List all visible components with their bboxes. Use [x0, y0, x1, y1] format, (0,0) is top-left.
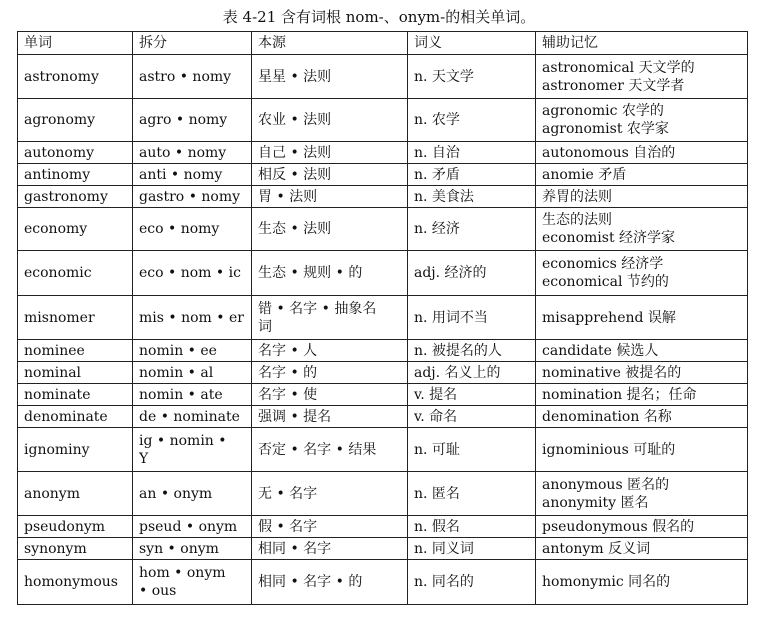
cell-line: 否定 • 名字 • 结果 [258, 441, 377, 458]
cell-split [133, 472, 252, 516]
cell-line: agronomist 农学家 [542, 121, 669, 137]
cell-line: ignominious 可耻的 [542, 441, 676, 458]
cell-memo [536, 99, 748, 142]
cell-line: 星星 • 法则 [258, 68, 332, 85]
cell-line: anti • nomy [139, 166, 223, 183]
cell-meaning: n. 美食法 [408, 186, 536, 208]
cell-line: nomination 提名；任命 [542, 386, 697, 403]
table-row [18, 296, 748, 340]
cell-meaning: n. 自治 [408, 142, 536, 164]
cell-meaning: v. 提名 [408, 384, 536, 406]
table-header-row [18, 32, 748, 55]
cell-meaning: n. 可耻 [408, 428, 536, 472]
cell-line: astronomer 天文学者 [542, 77, 685, 94]
table-row [18, 362, 748, 384]
cell-split [133, 428, 252, 472]
table-row [18, 251, 748, 296]
cell-word: agronomy [18, 99, 133, 142]
cell-origin [252, 516, 408, 538]
cell-word: gastronomy [18, 186, 133, 208]
cell-origin [252, 186, 408, 208]
cell-word: autonomy [18, 142, 133, 164]
table-row [18, 208, 748, 251]
table-row [18, 384, 748, 406]
cell-word: synonym [18, 538, 133, 560]
cell-split [133, 560, 252, 605]
cell-meaning: n. 被提名的人 [408, 340, 536, 362]
cell-memo [536, 340, 748, 362]
cell-memo [536, 362, 748, 384]
cell-origin [252, 164, 408, 186]
table-row [18, 99, 748, 142]
cell-origin [252, 428, 408, 472]
cell-origin [252, 99, 408, 142]
header-word: 单词 [18, 32, 133, 55]
cell-origin [252, 251, 408, 296]
cell-origin [252, 208, 408, 251]
cell-meaning: n. 农学 [408, 99, 536, 142]
header-origin: 本源 [252, 32, 408, 55]
cell-split [133, 362, 252, 384]
cell-origin [252, 362, 408, 384]
cell-word: ignominy [18, 428, 133, 472]
cell-word: homonymous [18, 560, 133, 605]
cell-split [133, 208, 252, 251]
cell-word: astronomy [18, 55, 133, 99]
cell-split [133, 538, 252, 560]
cell-line: astronomical 天文学的 [542, 59, 695, 76]
cell-line: hom • onym [139, 565, 226, 581]
cell-memo [536, 164, 748, 186]
cell-origin [252, 538, 408, 560]
table-row [18, 428, 748, 472]
cell-line: economist 经济学家 [542, 230, 676, 246]
cell-line: 假 • 名字 [258, 518, 318, 535]
cell-origin [252, 384, 408, 406]
cell-split [133, 516, 252, 538]
cell-origin [252, 340, 408, 362]
cell-memo [536, 406, 748, 428]
cell-line: autonomous 自治的 [542, 144, 676, 161]
table-row [18, 142, 748, 164]
cell-memo [536, 251, 748, 296]
cell-line: • ous [139, 583, 177, 599]
cell-line: de • nominate [139, 408, 240, 425]
cell-meaning: n. 同名的 [408, 560, 536, 605]
cell-line: agro • nomy [139, 112, 228, 128]
cell-split [133, 164, 252, 186]
cell-meaning: n. 用词不当 [408, 296, 536, 340]
cell-word: pseudonym [18, 516, 133, 538]
cell-line: pseud • onym [139, 518, 238, 535]
cell-line: eco • nomy [139, 221, 220, 237]
cell-line: 词 [258, 318, 272, 335]
cell-line: 生态 • 规则 • 的 [258, 265, 363, 281]
cell-line: mis • nom • er [139, 309, 244, 326]
cell-line: candidate 候选人 [542, 342, 659, 359]
cell-line: economical 节约的 [542, 274, 669, 290]
table-caption: 表 4-21 含有词根 nom-、onym-的相关单词。 [222, 8, 536, 26]
cell-word: misnomer [18, 296, 133, 340]
cell-line: Y [139, 450, 149, 467]
cell-line: misapprehend 误解 [542, 309, 676, 326]
cell-word: economy [18, 208, 133, 251]
cell-line: eco • nom • ic [139, 265, 241, 281]
cell-line: ig • nomin • [139, 432, 227, 449]
cell-word: nominee [18, 340, 133, 362]
cell-line: homonymic 同名的 [542, 574, 671, 590]
table-row [18, 186, 748, 208]
cell-line: 养胃的法则 [542, 188, 612, 205]
cell-line: anonymous 匿名的 [542, 476, 670, 493]
cell-line: nominative 被提名的 [542, 364, 682, 381]
cell-meaning: adj. 名义上的 [408, 362, 536, 384]
cell-line: nomin • al [139, 364, 214, 381]
cell-word: anonym [18, 472, 133, 516]
header-meaning: 词义 [408, 32, 536, 55]
cell-line: 错 • 名字 • 抽象名 [258, 300, 377, 317]
cell-line: anonymity 匿名 [542, 494, 649, 511]
cell-line: 胃 • 法则 [258, 188, 318, 205]
cell-split [133, 55, 252, 99]
cell-memo [536, 428, 748, 472]
cell-line: 相反 • 法则 [258, 166, 332, 183]
cell-split [133, 186, 252, 208]
cell-memo [536, 186, 748, 208]
table-row [18, 164, 748, 186]
cell-split [133, 251, 252, 296]
cell-meaning: n. 天文学 [408, 55, 536, 99]
cell-memo [536, 516, 748, 538]
cell-memo [536, 142, 748, 164]
cell-line: 生态的法则 [542, 212, 612, 228]
cell-origin [252, 55, 408, 99]
table-row [18, 406, 748, 428]
cell-line: 相同 • 名字 • 的 [258, 574, 363, 590]
cell-line: 农业 • 法则 [258, 112, 332, 128]
cell-memo [536, 296, 748, 340]
cell-line: nomin • ate [139, 386, 223, 403]
cell-origin [252, 472, 408, 516]
table-row [18, 340, 748, 362]
cell-word: antinomy [18, 164, 133, 186]
table-row [18, 538, 748, 560]
header-memo: 辅助记忆 [536, 32, 748, 55]
cell-word: denominate [18, 406, 133, 428]
cell-line: 强调 • 提名 [258, 408, 332, 425]
cell-origin [252, 560, 408, 605]
cell-meaning: n. 经济 [408, 208, 536, 251]
table-row [18, 560, 748, 605]
cell-memo [536, 472, 748, 516]
cell-line: 自己 • 法则 [258, 144, 332, 161]
cell-line: auto • nomy [139, 144, 227, 161]
cell-line: 无 • 名字 [258, 485, 318, 502]
cell-word: economic [18, 251, 133, 296]
cell-origin [252, 142, 408, 164]
cell-meaning: adj. 经济的 [408, 251, 536, 296]
cell-split [133, 142, 252, 164]
table-row [18, 516, 748, 538]
cell-memo [536, 55, 748, 99]
cell-memo [536, 538, 748, 560]
cell-word: nominal [18, 362, 133, 384]
table-row [18, 55, 748, 99]
cell-meaning: n. 匿名 [408, 472, 536, 516]
cell-line: astro • nomy [139, 68, 232, 85]
cell-line: gastro • nomy [139, 188, 241, 205]
cell-line: anomie 矛盾 [542, 166, 627, 183]
cell-line: 相同 • 名字 [258, 540, 332, 557]
cell-line: pseudonymous 假名的 [542, 518, 695, 535]
cell-line: syn • onym [139, 540, 219, 557]
cell-memo [536, 384, 748, 406]
cell-line: economics 经济学 [542, 256, 664, 272]
cell-origin [252, 296, 408, 340]
cell-split [133, 296, 252, 340]
cell-word: nominate [18, 384, 133, 406]
cell-meaning: n. 同义词 [408, 538, 536, 560]
cell-memo [536, 560, 748, 605]
cell-line: antonym 反义词 [542, 540, 651, 557]
cell-line: 名字 • 人 [258, 342, 318, 359]
word-root-table [17, 31, 748, 605]
cell-line: 生态 • 法则 [258, 221, 332, 237]
cell-line: an • onym [139, 485, 213, 502]
header-split: 拆分 [133, 32, 252, 55]
cell-split [133, 406, 252, 428]
table-body [18, 55, 748, 605]
cell-origin [252, 406, 408, 428]
table-row [18, 472, 748, 516]
cell-line: nomin • ee [139, 342, 217, 359]
cell-line: agronomic 农学的 [542, 103, 664, 119]
cell-memo [536, 208, 748, 251]
cell-line: 名字 • 的 [258, 364, 318, 381]
cell-meaning: v. 命名 [408, 406, 536, 428]
cell-split [133, 384, 252, 406]
cell-line: denomination 名称 [542, 408, 672, 425]
cell-split [133, 99, 252, 142]
cell-meaning: n. 假名 [408, 516, 536, 538]
cell-line: 名字 • 使 [258, 386, 318, 403]
cell-meaning: n. 矛盾 [408, 164, 536, 186]
cell-split [133, 340, 252, 362]
